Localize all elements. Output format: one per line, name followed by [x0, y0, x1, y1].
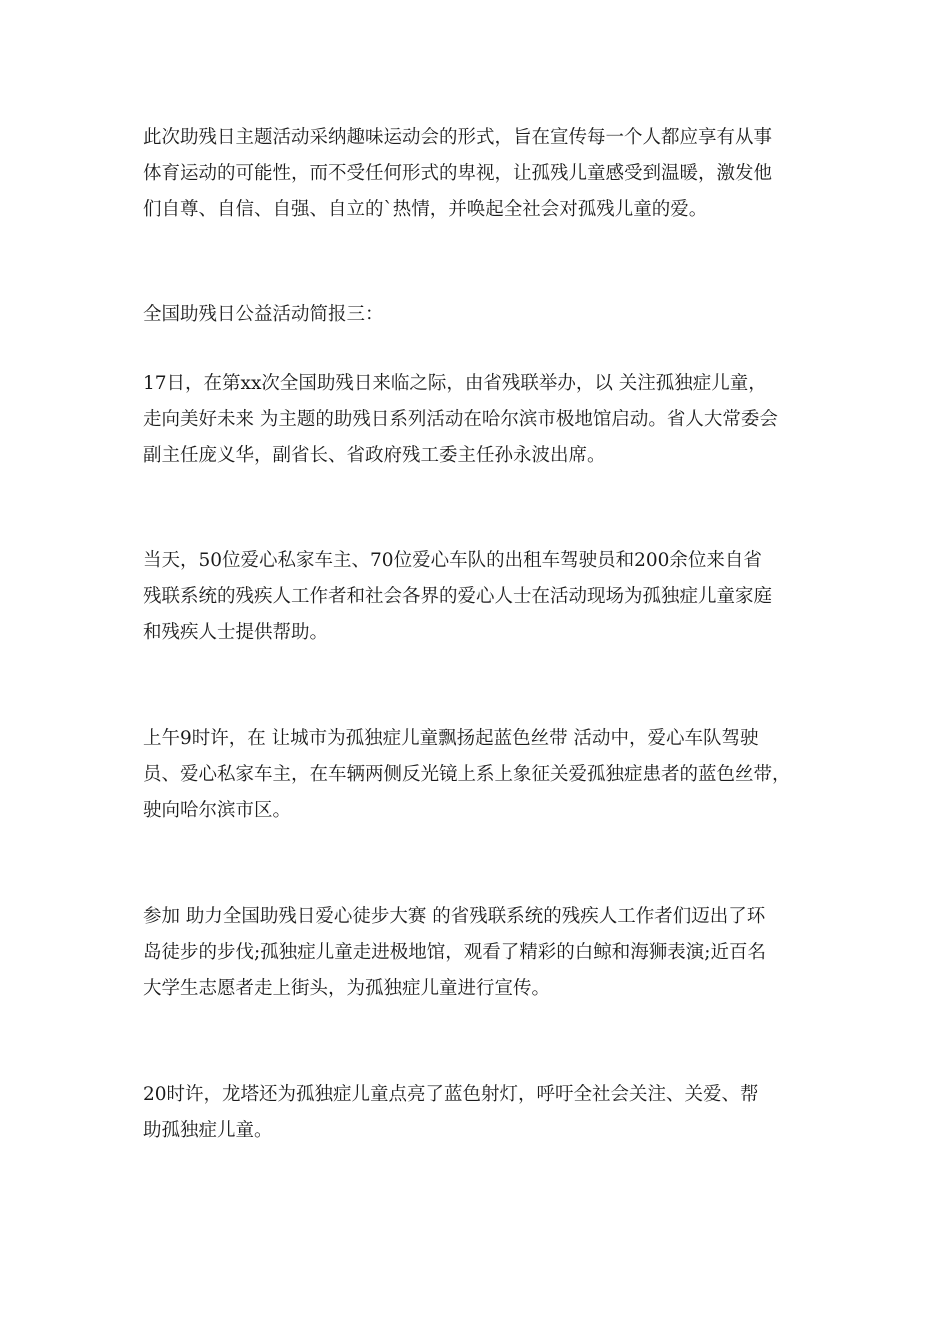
section-heading: 全国助残日公益活动简报三： — [143, 304, 384, 325]
text-line: 走向美好未来 为主题的助残日系列活动在哈尔滨市极地馆启动。省人大常委会 — [143, 409, 778, 430]
paragraph-charity-walk — [143, 899, 813, 1007]
paragraph-event-launch — [143, 366, 813, 474]
paragraph-blue-ribbon — [143, 721, 813, 829]
text-line: 驶向哈尔滨市区。 — [143, 800, 292, 821]
text-line: 岛徒步的步伐;孤独症儿童走进极地馆，观看了精彩的白鲸和海狮表演;近百名 — [143, 942, 766, 963]
paragraph-dragon-tower — [143, 1077, 813, 1149]
text-line: 体育运动的可能性，而不受任何形式的卑视，让孤残儿童感受到温暖，激发他 — [143, 163, 773, 184]
paragraph-activity-purpose — [143, 120, 813, 228]
text-line: 助孤独症儿童。 — [143, 1120, 273, 1141]
text-line: 副主任庞义华，副省长、省政府残工委主任孙永波出席。 — [143, 445, 606, 466]
text-line: 当天，50位爱心私家车主、70位爱心车队的出租车驾驶员和200余位来自省 — [143, 550, 762, 571]
text-line: 20时许，龙塔还为孤独症儿童点亮了蓝色射灯，呼吁全社会关注、关爱、帮 — [143, 1084, 759, 1105]
text-line: 员、爱心私家车主，在车辆两侧反光镜上系上象征关爱孤独症患者的蓝色丝带， — [143, 764, 791, 785]
text-line: 参加 助力全国助残日爱心徒步大赛 的省残联系统的残疾人工作者们迈出了环 — [143, 906, 766, 927]
text-line: 17日，在第xx次全国助残日来临之际，由省残联举办，以 关注孤独症儿童， — [143, 373, 767, 394]
text-line: 大学生志愿者走上街头，为孤独症儿童进行宣传。 — [143, 978, 551, 999]
text-line: 残联系统的残疾人工作者和社会各界的爱心人士在活动现场为孤独症儿童家庭 — [143, 586, 773, 607]
paragraph-section-heading — [143, 297, 813, 333]
text-line: 和残疾人士提供帮助。 — [143, 622, 329, 643]
text-line: 上午9时许，在 让城市为孤独症儿童飘扬起蓝色丝带 活动中，爱心车队驾驶 — [143, 728, 759, 749]
text-line: 此次助残日主题活动采纳趣味运动会的形式，旨在宣传每一个人都应享有从事 — [143, 127, 773, 148]
paragraph-volunteers — [143, 543, 813, 651]
text-line: 们自尊、自信、自强、自立的`热情，并唤起全社会对孤残儿童的爱。 — [143, 199, 708, 220]
